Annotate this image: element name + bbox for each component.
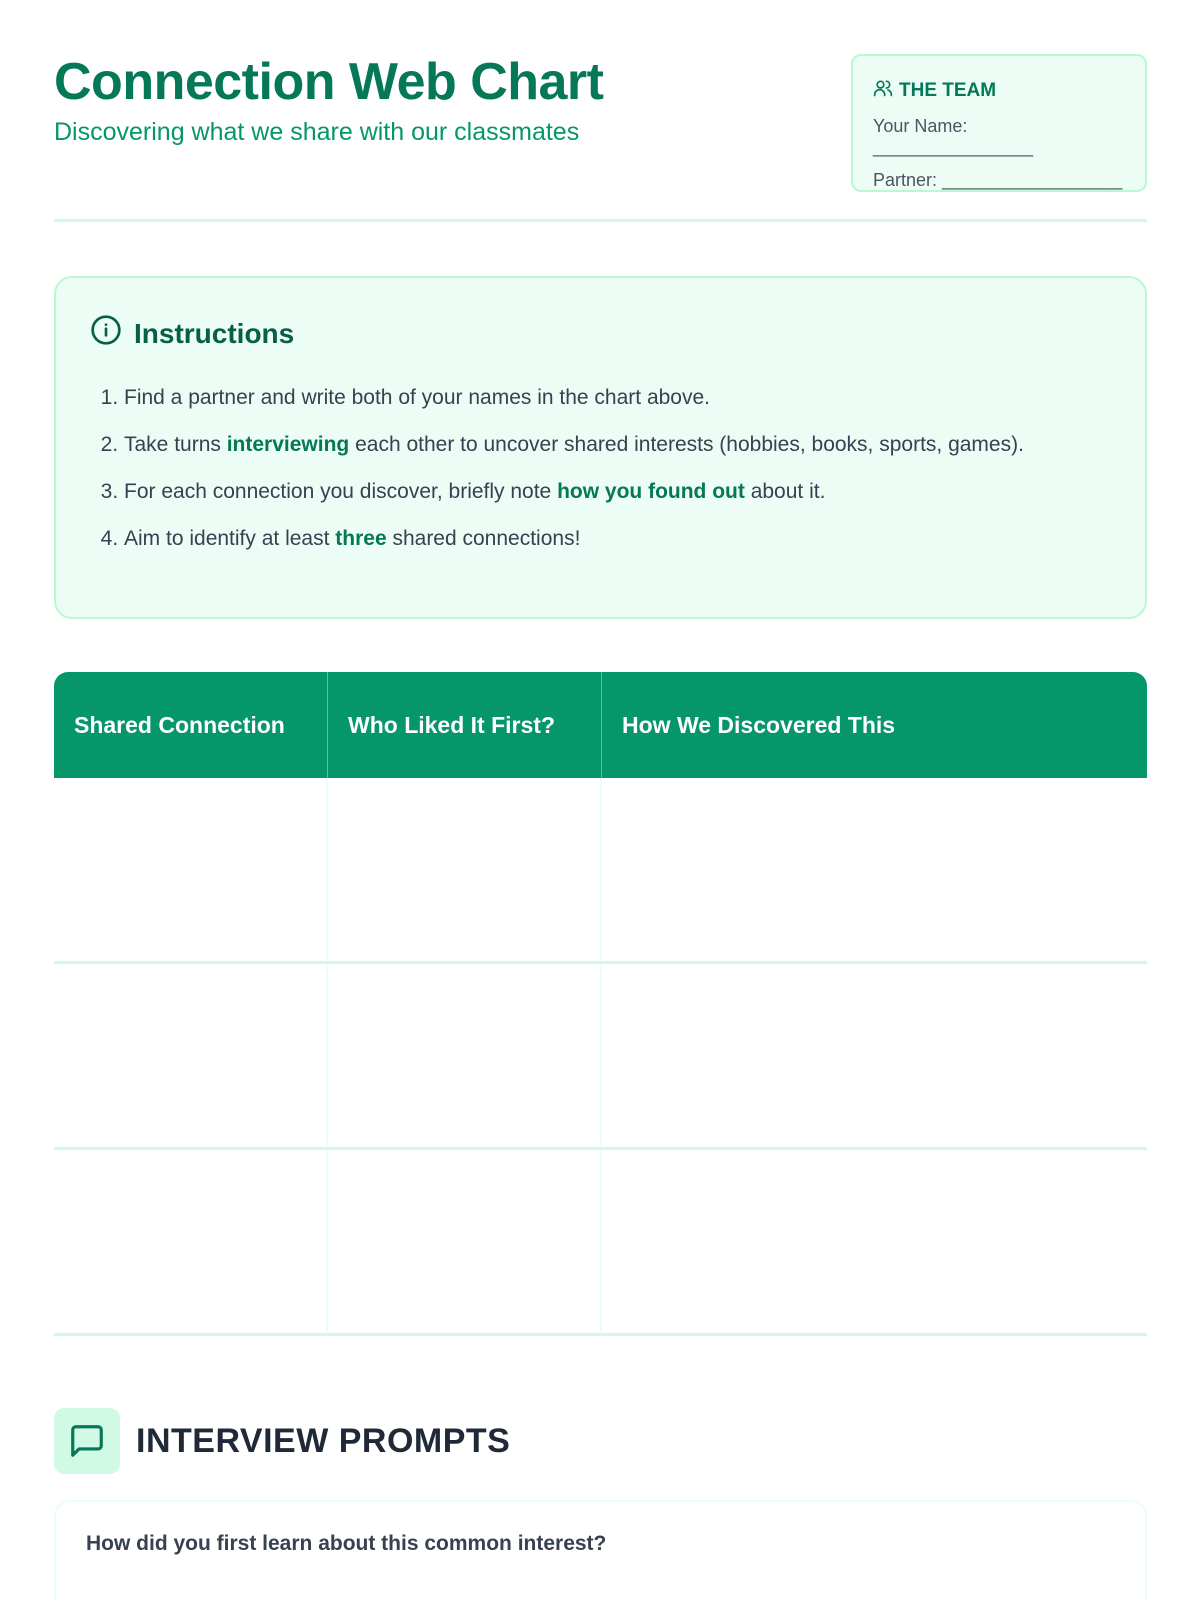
page-title: Connection Web Chart bbox=[54, 53, 604, 111]
table-cell[interactable] bbox=[328, 964, 602, 1147]
instruction-step: 2. Take turns interviewing each other to uncover shared interests (hobbies, books, sports, games). bbox=[124, 428, 1111, 462]
partner-field[interactable]: Partner: __________________ bbox=[873, 170, 1123, 190]
table-cell[interactable] bbox=[328, 1150, 602, 1333]
table-cell[interactable] bbox=[602, 778, 1147, 961]
instructions-heading bbox=[90, 314, 1111, 353]
column-header-shared-connection: Shared Connection bbox=[54, 672, 328, 778]
column-header-how-discovered: How We Discovered This bbox=[622, 712, 896, 738]
instruction-step: 1. Find a partner and write both of your names in the chart above. bbox=[124, 381, 1111, 415]
column-header-who-liked-first: Who Liked It First? bbox=[328, 672, 602, 778]
prompt-question: How did you first learn about this common interest? bbox=[86, 1532, 607, 1555]
chat-icon bbox=[54, 1408, 120, 1474]
table-row bbox=[54, 1150, 1147, 1336]
your-name-field[interactable]: Your Name: ________________ bbox=[873, 116, 1034, 157]
instruction-step: 4. Aim to identify at least three shared connections! bbox=[124, 522, 1111, 556]
prompts-heading bbox=[54, 1408, 510, 1474]
table-cell[interactable] bbox=[54, 964, 328, 1147]
table-cell[interactable] bbox=[54, 1150, 328, 1333]
instructions-heading-label: Instructions bbox=[134, 317, 295, 349]
team-heading bbox=[873, 78, 1125, 104]
table-cell[interactable] bbox=[54, 778, 328, 961]
instructions-panel bbox=[54, 276, 1147, 619]
table-row bbox=[54, 964, 1147, 1150]
team-box bbox=[851, 54, 1147, 192]
instructions-list bbox=[90, 381, 1111, 556]
table-cell[interactable] bbox=[602, 1150, 1147, 1333]
instruction-step: 3. For each connection you discover, briefly note how you found out about it. bbox=[124, 475, 1111, 509]
info-icon bbox=[90, 314, 122, 353]
prompts-title: INTERVIEW PROMPTS bbox=[136, 1421, 511, 1460]
prompt-card bbox=[54, 1500, 1147, 1600]
table-cell[interactable] bbox=[602, 964, 1147, 1147]
worksheet-header bbox=[54, 0, 1147, 222]
page-subtitle: Discovering what we share with our classmates bbox=[54, 118, 580, 146]
table-row bbox=[54, 778, 1147, 964]
users-icon bbox=[873, 78, 893, 104]
table-cell[interactable] bbox=[328, 778, 602, 961]
table-header bbox=[54, 672, 1147, 778]
connection-table bbox=[54, 672, 1147, 1336]
team-heading-label: THE TEAM bbox=[899, 80, 997, 101]
